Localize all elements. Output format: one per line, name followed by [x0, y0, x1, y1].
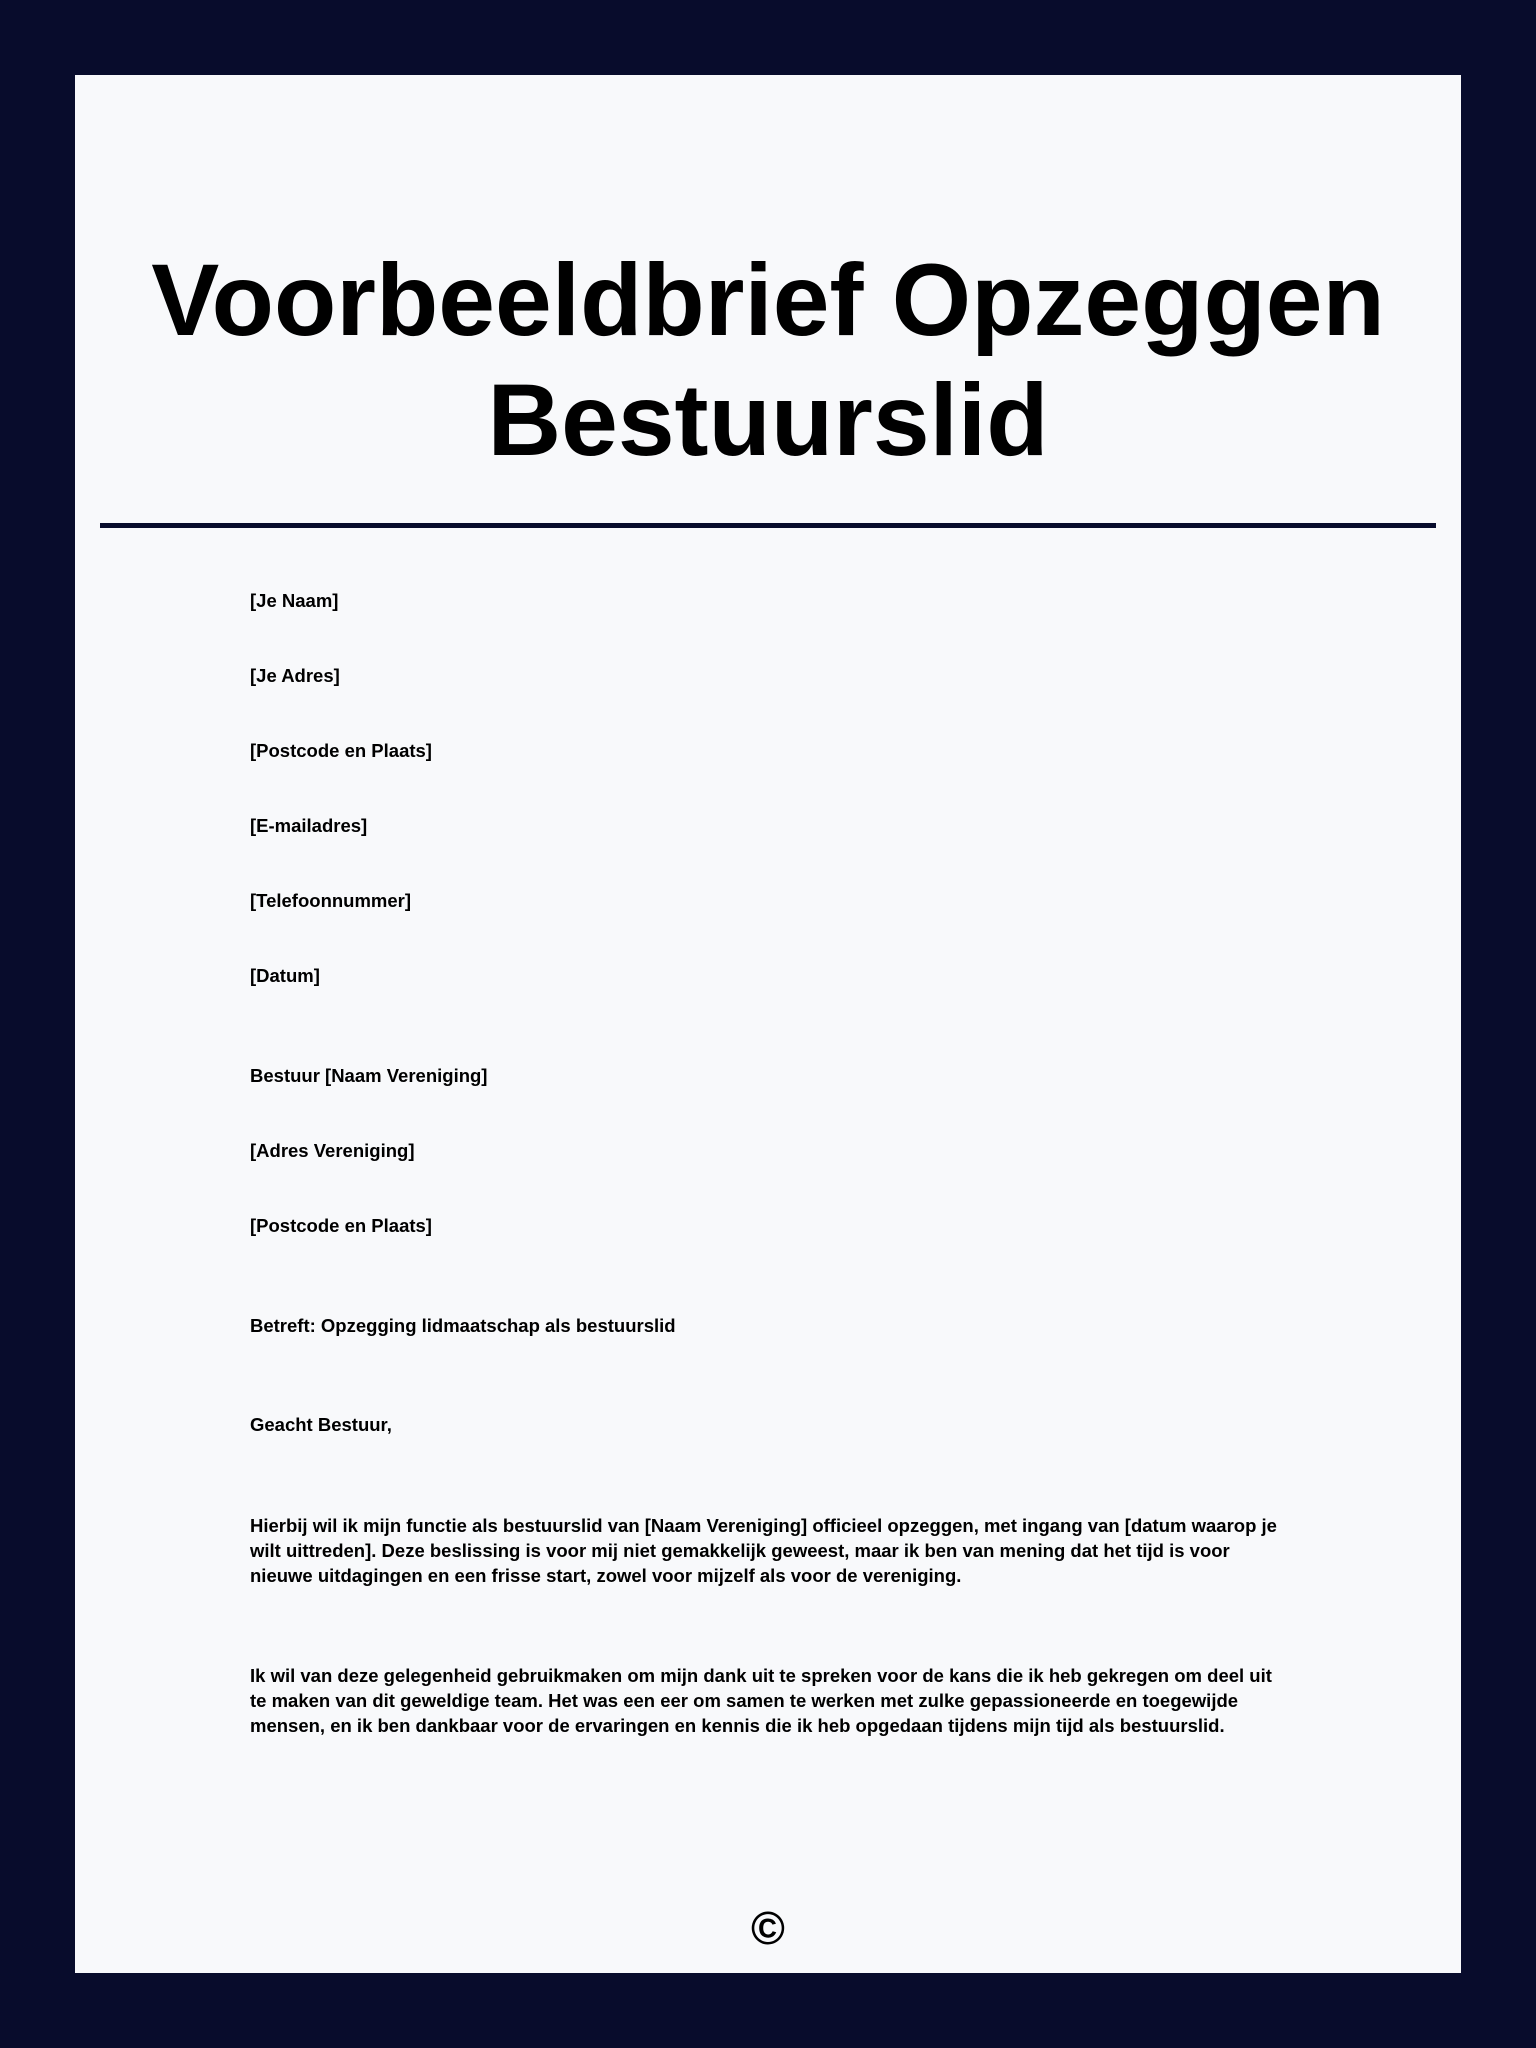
sender-email: [E-mailadres] — [250, 815, 368, 836]
letter-salutation: Geacht Bestuur, — [250, 1414, 392, 1435]
letter-page — [75, 75, 1461, 1973]
sender-postcode-city: [Postcode en Plaats] — [250, 740, 432, 761]
sender-name: [Je Naam] — [250, 590, 339, 611]
letter-subject: Betreft: Opzegging lidmaatschap als bestuurslid — [250, 1315, 676, 1336]
letter-date: [Datum] — [250, 965, 320, 986]
sender-address: [Je Adres] — [250, 665, 340, 686]
title-line-2: Bestuurslid — [487, 363, 1049, 477]
copyright-icon: © — [751, 1902, 785, 1954]
recipient-address: [Adres Vereniging] — [250, 1140, 415, 1161]
recipient-postcode-city: [Postcode en Plaats] — [250, 1215, 432, 1236]
page-title — [100, 75, 1436, 480]
title-divider — [100, 523, 1436, 528]
letter-paragraph-1: Hierbij wil ik mijn functie als bestuurslid van [Naam Vereniging] officieel opzeggen, met ingang van [datum waarop je wilt uittreden]. Deze beslissing is voor mij niet gemakkelijk geweest, maar ik ben van mening dat het tijd is voor nieuwe uitdagingen en een frisse start, zowel voor mijzelf als voor de vereniging. — [250, 1515, 1277, 1586]
title-line-1: Voorbeeldbrief Opzeggen — [151, 243, 1385, 357]
sender-phone: [Telefoonnummer] — [250, 890, 412, 911]
recipient-name: Bestuur [Naam Vereniging] — [250, 1065, 488, 1086]
letter-paragraph-2: Ik wil van deze gelegenheid gebruikmaken om mijn dank uit te spreken voor de kans die ik heb gekregen om deel uit te maken van dit geweldige team. Het was een eer om samen te werken met zulke gepassioneerde en toegewijde mensen, en ik ben dankbaar voor de ervaringen en kennis die ik heb opgedaan tijdens mijn tijd als bestuurslid. — [250, 1665, 1272, 1736]
